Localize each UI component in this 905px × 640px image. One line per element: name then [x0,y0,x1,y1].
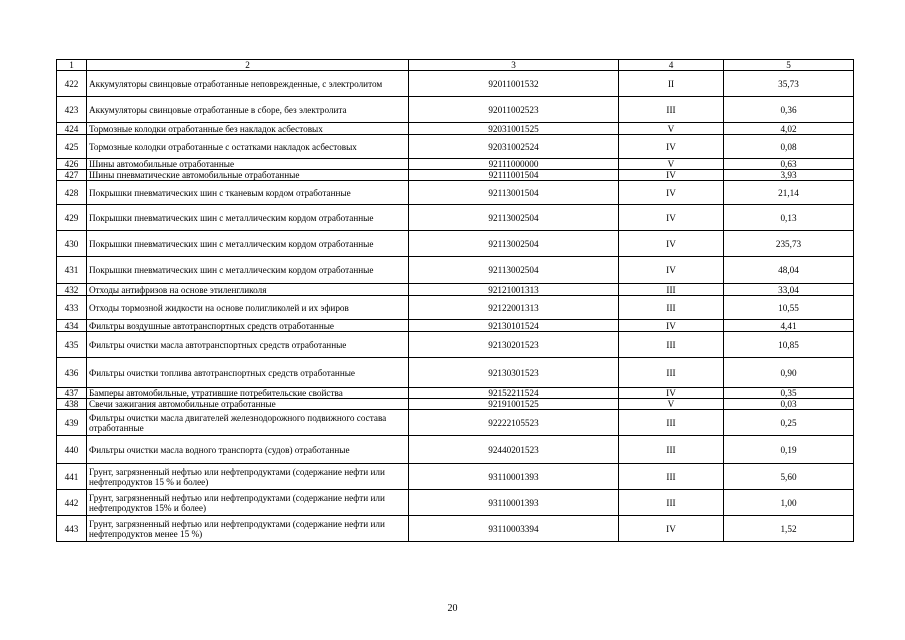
row-number: 431 [57,257,87,284]
hazard-class: III [619,436,724,464]
row-number: 433 [57,296,87,320]
row-number: 424 [57,123,87,135]
table-row [57,123,854,135]
quantity-value: 0,90 [724,358,854,388]
quantity-value: 0,19 [724,436,854,464]
waste-name: Грунт, загрязненный нефтью или нефтепродуктами (содержание нефти или нефтепродуктов 15% и более) [87,490,409,516]
fkko-code: 92121001313 [409,284,619,296]
table-row [57,516,854,542]
hazard-class: II [619,71,724,97]
fkko-code: 92222105523 [409,410,619,436]
hazard-class: IV [619,388,724,399]
waste-table [56,59,854,542]
quantity-value: 35,73 [724,71,854,97]
page-number: 20 [447,603,458,614]
row-number: 440 [57,436,87,464]
waste-name: Покрышки пневматических шин с тканевым кордом отработанные [87,181,409,205]
fkko-code: 92113002504 [409,257,619,284]
waste-name: Фильтры очистки масла двигателей железнодорожного подвижного состава отработанные [87,410,409,436]
quantity-value: 10,85 [724,332,854,358]
fkko-code: 92011001532 [409,71,619,97]
row-number: 443 [57,516,87,542]
row-number: 425 [57,135,87,159]
table-row [57,436,854,464]
header-col-3: 3 [409,60,619,71]
waste-name: Грунт, загрязненный нефтью или нефтепродуктами (содержание нефти или нефтепродуктов 15 % и более) [87,464,409,490]
waste-name: Шины пневматические автомобильные отработанные [87,170,409,181]
hazard-class: IV [619,516,724,542]
fkko-code: 93110001393 [409,490,619,516]
fkko-code: 93110003394 [409,516,619,542]
row-number: 429 [57,205,87,231]
waste-name: Аккумуляторы свинцовые отработанные в сборе, без электролита [87,97,409,123]
waste-name: Фильтры очистки топлива автотранспортных средств отработанные [87,358,409,388]
table-row [57,181,854,205]
fkko-code: 92031001525 [409,123,619,135]
quantity-value: 0,63 [724,159,854,170]
waste-name: Покрышки пневматических шин с металлическим кордом отработанные [87,205,409,231]
quantity-value: 4,41 [724,320,854,332]
fkko-code: 92113001504 [409,181,619,205]
table-row [57,320,854,332]
table-row [57,490,854,516]
row-number: 438 [57,399,87,410]
quantity-value: 33,04 [724,284,854,296]
table-row [57,284,854,296]
fkko-code: 92130301523 [409,358,619,388]
table-row [57,388,854,399]
table-row [57,399,854,410]
hazard-class: V [619,123,724,135]
fkko-code: 92111001504 [409,170,619,181]
waste-name: Бамперы автомобильные, утратившие потребительские свойства [87,388,409,399]
quantity-value: 0,25 [724,410,854,436]
quantity-value: 10,55 [724,296,854,320]
quantity-value: 0,08 [724,135,854,159]
fkko-code: 92130201523 [409,332,619,358]
fkko-code: 93110001393 [409,464,619,490]
hazard-class: III [619,97,724,123]
table-row [57,135,854,159]
hazard-class: IV [619,170,724,181]
row-number: 428 [57,181,87,205]
fkko-code: 92152211524 [409,388,619,399]
table-row [57,332,854,358]
waste-name: Тормозные колодки отработанные без накладок асбестовых [87,123,409,135]
fkko-code: 92191001525 [409,399,619,410]
fkko-code: 92122001313 [409,296,619,320]
header-col-1: 1 [57,60,87,71]
waste-name: Покрышки пневматических шин с металлическим кордом отработанные [87,231,409,257]
quantity-value: 0,36 [724,97,854,123]
table-row [57,257,854,284]
table-row [57,410,854,436]
waste-name: Аккумуляторы свинцовые отработанные неповрежденные, с электролитом [87,71,409,97]
row-number: 432 [57,284,87,296]
row-number: 435 [57,332,87,358]
table-row [57,231,854,257]
hazard-class: IV [619,181,724,205]
hazard-class: V [619,399,724,410]
quantity-value: 3,93 [724,170,854,181]
row-number: 426 [57,159,87,170]
waste-name: Шины автомобильные отработанные [87,159,409,170]
waste-name: Свечи зажигания автомобильные отработанные [87,399,409,410]
hazard-class: IV [619,320,724,332]
hazard-class: III [619,358,724,388]
quantity-value: 48,04 [724,257,854,284]
waste-name: Тормозные колодки отработанные с остатками накладок асбестовых [87,135,409,159]
hazard-class: III [619,490,724,516]
row-number: 442 [57,490,87,516]
row-number: 436 [57,358,87,388]
fkko-code: 92111000000 [409,159,619,170]
fkko-code: 92113002504 [409,205,619,231]
header-col-4: 4 [619,60,724,71]
row-number: 441 [57,464,87,490]
quantity-value: 0,35 [724,388,854,399]
quantity-value: 0,03 [724,399,854,410]
waste-name: Отходы антифризов на основе этиленгликоля [87,284,409,296]
table-header [57,60,854,71]
header-col-2: 2 [87,60,409,71]
table-row [57,296,854,320]
waste-name: Покрышки пневматических шин с металлическим кордом отработанные [87,257,409,284]
row-number: 434 [57,320,87,332]
table-body [57,71,854,542]
fkko-code: 92031002524 [409,135,619,159]
hazard-class: IV [619,231,724,257]
quantity-value: 4,02 [724,123,854,135]
quantity-value: 1,52 [724,516,854,542]
row-number: 423 [57,97,87,123]
header-col-5: 5 [724,60,854,71]
waste-name: Отходы тормозной жидкости на основе полигликолей и их эфиров [87,296,409,320]
waste-name: Фильтры очистки масла водного транспорта (судов) отработанные [87,436,409,464]
quantity-value: 0,13 [724,205,854,231]
table-row [57,205,854,231]
hazard-class: III [619,464,724,490]
fkko-code: 92113002504 [409,231,619,257]
hazard-class: III [619,332,724,358]
hazard-class: V [619,159,724,170]
table-row [57,159,854,170]
table-row [57,464,854,490]
waste-name: Фильтры воздушные автотранспортных средств отработанные [87,320,409,332]
table-row [57,358,854,388]
row-number: 422 [57,71,87,97]
hazard-class: IV [619,257,724,284]
row-number: 427 [57,170,87,181]
waste-name: Грунт, загрязненный нефтью или нефтепродуктами (содержание нефти или нефтепродуктов менее 15 %) [87,516,409,542]
table-row [57,71,854,97]
table-row [57,170,854,181]
hazard-class: III [619,296,724,320]
quantity-value: 1,00 [724,490,854,516]
table-row [57,97,854,123]
hazard-class: IV [619,135,724,159]
fkko-code: 92130101524 [409,320,619,332]
waste-name: Фильтры очистки масла автотранспортных средств отработанные [87,332,409,358]
quantity-value: 21,14 [724,181,854,205]
hazard-class: III [619,284,724,296]
fkko-code: 92440201523 [409,436,619,464]
quantity-value: 235,73 [724,231,854,257]
row-number: 437 [57,388,87,399]
row-number: 430 [57,231,87,257]
hazard-class: IV [619,205,724,231]
quantity-value: 5,60 [724,464,854,490]
fkko-code: 92011002523 [409,97,619,123]
hazard-class: III [619,410,724,436]
row-number: 439 [57,410,87,436]
